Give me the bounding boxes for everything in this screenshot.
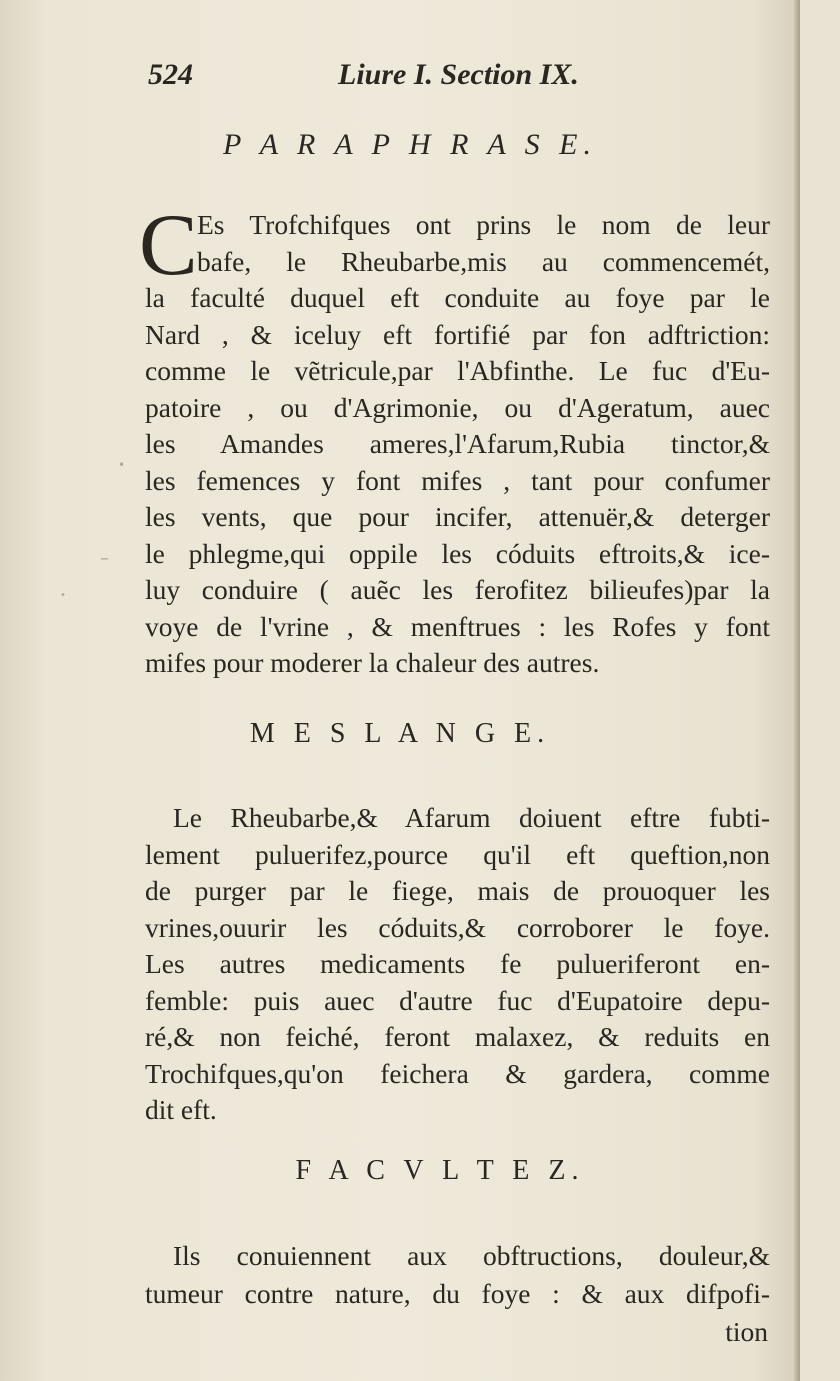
paraphrase-line-3: la faculté duquel eft conduite au foye par le bbox=[145, 282, 770, 313]
meslange-line-4: vrines,ouurir les códuits,& corroborer le foye. bbox=[145, 911, 770, 943]
meslange-text bbox=[145, 800, 770, 1129]
facultez-text bbox=[145, 1237, 770, 1351]
meslange-line-7: ré,& non feiché, feront malaxez, & reduits en bbox=[145, 1021, 770, 1052]
paraphrase-line-10: le phlegme,qui oppile les códuits eftroits,& ice- bbox=[145, 537, 770, 569]
paraphrase-line-13: mifes pour moderer la chaleur des autres. bbox=[145, 647, 600, 678]
paraphrase-heading: P A R A P H R A S E. bbox=[223, 128, 597, 161]
ink-dash-mark: – bbox=[100, 548, 109, 569]
facultez-heading: F A C V L T E Z. bbox=[295, 1155, 585, 1186]
meslange-line-5: Les autres medicaments fe pulueriferont en- bbox=[145, 948, 770, 979]
paraphrase-line-8: les femences y font mifes , tant pour confumer bbox=[145, 464, 770, 496]
meslange-line-2: lement puluerifez,pource qu'il eft queftion,non bbox=[145, 838, 770, 870]
paraphrase-line-7: les Amandes ameres,l'Afarum,Rubia tinctor,& bbox=[145, 428, 770, 459]
meslange-heading: M E S L A N G E. bbox=[249, 718, 551, 749]
meslange-line-3: de purger par le fiege, mais de prouoquer les bbox=[145, 875, 770, 906]
paraphrase-text bbox=[139, 197, 770, 682]
running-title: Liure I. Section IX. bbox=[338, 58, 579, 91]
meslange-line-1: Le Rheubarbe,& Afarum doiuent eftre fubti- bbox=[173, 802, 770, 833]
paraphrase-line-2: bafe, le Rheubarbe,mis au commencemét, bbox=[197, 245, 770, 277]
facultez-line-1: Ils conuiennent aux obftructions, douleur,& bbox=[173, 1240, 770, 1271]
ink-speck: • bbox=[118, 458, 126, 472]
paraphrase-line-12: voye de l'vrine , & menftrues : les Rofes y font bbox=[145, 610, 770, 642]
page-header bbox=[148, 58, 628, 98]
ink-speck: • bbox=[60, 590, 66, 601]
meslange-line-9: dit eft. bbox=[145, 1094, 217, 1125]
paraphrase-line-9: les vents, que pour incifer, attenuër,& deterger bbox=[145, 501, 770, 532]
meslange-line-8: Trochifques,qu'on feichera & gardera, comme bbox=[145, 1057, 770, 1089]
catchword: tion bbox=[725, 1316, 768, 1347]
drop-capital: C bbox=[139, 197, 198, 294]
paraphrase-line-4: Nard , & iceluy eft fortifié par fon adftriction: bbox=[145, 318, 770, 350]
paraphrase-line-5: comme le vẽtricule,par l'Abfinthe. Le fuc d'Eu- bbox=[145, 355, 770, 386]
meslange-line-6: femble: puis auec d'autre fuc d'Eupatoire depu- bbox=[145, 984, 770, 1016]
page-number: 524 bbox=[148, 58, 193, 91]
paraphrase-line-6: patoire , ou d'Agrimonie, ou d'Ageratum, auec bbox=[145, 391, 770, 423]
paraphrase-line-11: luy conduire ( auẽc les ferofitez bilieufes)par la bbox=[145, 574, 770, 605]
paraphrase-line-1-text: Es Trofchifques ont prins le nom de leur bbox=[197, 209, 770, 240]
facultez-line-2: tumeur contre nature, du foye : & aux difpofi- bbox=[145, 1278, 770, 1309]
